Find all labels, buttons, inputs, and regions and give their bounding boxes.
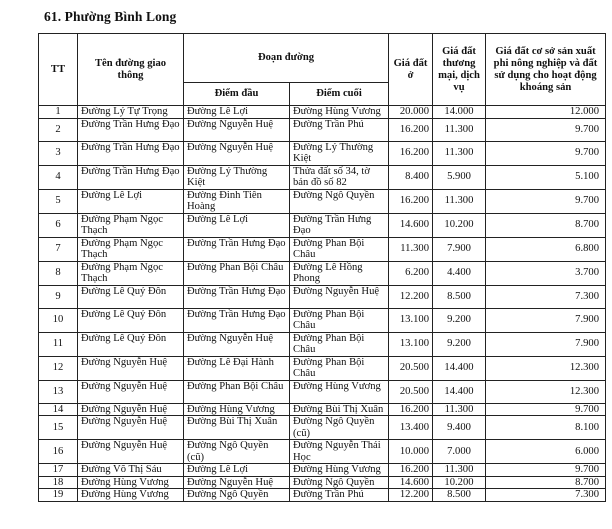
commercial-price-cell: 8.500 <box>433 285 486 308</box>
start-point-cell: Đường Phan Bội Châu <box>184 261 290 285</box>
end-point-cell: Đường Ngô Quyền (cũ) <box>290 416 389 440</box>
nonagri-price-cell: 7.900 <box>486 308 606 332</box>
table-row <box>39 476 606 489</box>
table-row <box>39 165 606 189</box>
start-point-cell: Đường Nguyễn Huệ <box>184 118 290 141</box>
end-point-cell: Đường Hùng Vương <box>290 464 389 477</box>
end-point-cell: Đường Phan Bội Châu <box>290 237 389 261</box>
residential-price-cell: 16.200 <box>389 403 433 416</box>
residential-price-cell: 16.200 <box>389 189 433 213</box>
street-name-cell: Đường Nguyễn Huệ <box>78 380 184 403</box>
commercial-price-cell: 14.400 <box>433 356 486 380</box>
end-point-cell: Đường Ngô Quyền <box>290 476 389 489</box>
street-name-cell: Đường Phạm Ngọc Thạch <box>78 237 184 261</box>
table-row <box>39 356 606 380</box>
end-point-cell: Đường Phan Bội Châu <box>290 332 389 356</box>
start-point-cell: Đường Nguyễn Huệ <box>184 141 290 165</box>
residential-price-cell: 14.600 <box>389 213 433 237</box>
start-point-cell: Đường Đinh Tiên Hoàng <box>184 189 290 213</box>
nonagri-price-cell: 7.900 <box>486 332 606 356</box>
street-name-cell: Đường Võ Thị Sáu <box>78 464 184 477</box>
end-point-cell: Đường Bùi Thị Xuân <box>290 403 389 416</box>
start-point-cell: Đường Trần Hưng Đạo <box>184 237 290 261</box>
table-row <box>39 261 606 285</box>
table-row <box>39 489 606 502</box>
end-point-cell: Đường Trần Phú <box>290 118 389 141</box>
residential-price-cell: 11.300 <box>389 237 433 261</box>
nonagri-price-cell: 12.000 <box>486 106 606 119</box>
row-number: 14 <box>39 403 78 416</box>
start-point-cell: Đường Ngô Quyền (cũ) <box>184 440 290 464</box>
row-number: 19 <box>39 489 78 502</box>
row-number: 3 <box>39 141 78 165</box>
nonagri-price-cell: 9.700 <box>486 189 606 213</box>
residential-price-cell: 16.200 <box>389 464 433 477</box>
street-name-cell: Đường Nguyễn Huệ <box>78 416 184 440</box>
street-name-cell: Đường Lý Tự Trọng <box>78 106 184 119</box>
nonagri-price-cell: 6.000 <box>486 440 606 464</box>
residential-price-cell: 10.000 <box>389 440 433 464</box>
row-number: 11 <box>39 332 78 356</box>
commercial-price-cell: 11.300 <box>433 464 486 477</box>
nonagri-price-cell: 6.800 <box>486 237 606 261</box>
street-name-cell: Đường Phạm Ngọc Thạch <box>78 261 184 285</box>
residential-price-cell: 13.100 <box>389 332 433 356</box>
table-row <box>39 189 606 213</box>
row-number: 2 <box>39 118 78 141</box>
header-street-name: Tên đường giao thông <box>78 34 184 106</box>
row-number: 10 <box>39 308 78 332</box>
start-point-cell: Đường Hùng Vương <box>184 403 290 416</box>
end-point-cell: Đường Trần Phú <box>290 489 389 502</box>
start-point-cell: Đường Lý Thường Kiệt <box>184 165 290 189</box>
street-name-cell: Đường Hùng Vương <box>78 489 184 502</box>
header-start-point: Điểm đầu <box>184 83 290 106</box>
table-row <box>39 237 606 261</box>
street-name-cell: Đường Trần Hưng Đạo <box>78 141 184 165</box>
row-number: 17 <box>39 464 78 477</box>
residential-price-cell: 12.200 <box>389 285 433 308</box>
residential-price-cell: 20.500 <box>389 380 433 403</box>
table-row <box>39 416 606 440</box>
nonagri-price-cell: 7.300 <box>486 489 606 502</box>
table-row <box>39 403 606 416</box>
row-number: 16 <box>39 440 78 464</box>
end-point-cell: Đường Lê Hồng Phong <box>290 261 389 285</box>
end-point-cell: Đường Ngô Quyền <box>290 189 389 213</box>
row-number: 12 <box>39 356 78 380</box>
street-name-cell: Đường Lê Quý Đôn <box>78 332 184 356</box>
commercial-price-cell: 11.300 <box>433 118 486 141</box>
nonagri-price-cell: 9.700 <box>486 464 606 477</box>
commercial-price-cell: 10.200 <box>433 213 486 237</box>
commercial-price-cell: 4.400 <box>433 261 486 285</box>
residential-price-cell: 16.200 <box>389 118 433 141</box>
street-name-cell: Đường Nguyễn Huệ <box>78 403 184 416</box>
section-heading: 61. Phường Bình Long <box>44 9 177 24</box>
end-point-cell: Đường Phan Bội Châu <box>290 308 389 332</box>
table-row <box>39 213 606 237</box>
nonagri-price-cell: 9.700 <box>486 141 606 165</box>
row-number: 9 <box>39 285 78 308</box>
commercial-price-cell: 11.300 <box>433 403 486 416</box>
residential-price-cell: 13.100 <box>389 308 433 332</box>
residential-price-cell: 8.400 <box>389 165 433 189</box>
row-number: 1 <box>39 106 78 119</box>
header-commercial-price: Giá đất thương mại, dịch vụ <box>433 34 486 106</box>
table-row <box>39 106 606 119</box>
table-row <box>39 308 606 332</box>
end-point-cell: Đường Hùng Vương <box>290 106 389 119</box>
row-number: 8 <box>39 261 78 285</box>
nonagri-price-cell: 12.300 <box>486 356 606 380</box>
start-point-cell: Đường Trần Hưng Đạo <box>184 285 290 308</box>
residential-price-cell: 16.200 <box>389 141 433 165</box>
header-nonagri-price: Giá đất cơ sở sản xuất phi nông nghiệp và đất sử dụng cho hoạt động khoáng sản <box>486 34 606 106</box>
start-point-cell: Đường Lê Lợi <box>184 464 290 477</box>
table-row <box>39 380 606 403</box>
row-number: 4 <box>39 165 78 189</box>
start-point-cell: Đường Phan Bội Châu <box>184 380 290 403</box>
nonagri-price-cell: 9.700 <box>486 118 606 141</box>
row-number: 7 <box>39 237 78 261</box>
commercial-price-cell: 5.900 <box>433 165 486 189</box>
row-number: 13 <box>39 380 78 403</box>
residential-price-cell: 14.600 <box>389 476 433 489</box>
residential-price-cell: 13.400 <box>389 416 433 440</box>
end-point-cell: Đường Nguyễn Huệ <box>290 285 389 308</box>
residential-price-cell: 20.000 <box>389 106 433 119</box>
end-point-cell: Thửa đất số 34, tờ bản đồ số 82 <box>290 165 389 189</box>
nonagri-price-cell: 8.700 <box>486 213 606 237</box>
end-point-cell: Đường Phan Bội Châu <box>290 356 389 380</box>
commercial-price-cell: 14.000 <box>433 106 486 119</box>
table-row <box>39 141 606 165</box>
nonagri-price-cell: 3.700 <box>486 261 606 285</box>
table-row <box>39 440 606 464</box>
table-row <box>39 332 606 356</box>
nonagri-price-cell: 8.700 <box>486 476 606 489</box>
commercial-price-cell: 10.200 <box>433 476 486 489</box>
nonagri-price-cell: 8.100 <box>486 416 606 440</box>
header-residential-price: Giá đất ở <box>389 34 433 106</box>
start-point-cell: Đường Lê Lợi <box>184 106 290 119</box>
start-point-cell: Đường Trần Hưng Đạo <box>184 308 290 332</box>
land-price-table <box>38 33 606 502</box>
commercial-price-cell: 9.200 <box>433 332 486 356</box>
start-point-cell: Đường Nguyễn Huệ <box>184 332 290 356</box>
commercial-price-cell: 7.000 <box>433 440 486 464</box>
street-name-cell: Đường Nguyễn Huệ <box>78 440 184 464</box>
start-point-cell: Đường Bùi Thị Xuân <box>184 416 290 440</box>
commercial-price-cell: 11.300 <box>433 141 486 165</box>
commercial-price-cell: 7.900 <box>433 237 486 261</box>
row-number: 5 <box>39 189 78 213</box>
commercial-price-cell: 8.500 <box>433 489 486 502</box>
street-name-cell: Đường Trần Hưng Đạo <box>78 165 184 189</box>
header-tt: TT <box>39 34 78 106</box>
row-number: 15 <box>39 416 78 440</box>
nonagri-price-cell: 7.300 <box>486 285 606 308</box>
start-point-cell: Đường Lê Lợi <box>184 213 290 237</box>
nonagri-price-cell: 12.300 <box>486 380 606 403</box>
start-point-cell: Đường Lê Đại Hành <box>184 356 290 380</box>
table-row <box>39 285 606 308</box>
street-name-cell: Đường Hùng Vương <box>78 476 184 489</box>
header-end-point: Điểm cuối <box>290 83 389 106</box>
end-point-cell: Đường Nguyễn Thái Học <box>290 440 389 464</box>
street-name-cell: Đường Nguyễn Huệ <box>78 356 184 380</box>
table-row <box>39 464 606 477</box>
nonagri-price-cell: 9.700 <box>486 403 606 416</box>
row-number: 6 <box>39 213 78 237</box>
residential-price-cell: 12.200 <box>389 489 433 502</box>
street-name-cell: Đường Trần Hưng Đạo <box>78 118 184 141</box>
commercial-price-cell: 14.400 <box>433 380 486 403</box>
start-point-cell: Đường Nguyễn Huệ <box>184 476 290 489</box>
residential-price-cell: 6.200 <box>389 261 433 285</box>
street-name-cell: Đường Lê Quý Đôn <box>78 285 184 308</box>
residential-price-cell: 20.500 <box>389 356 433 380</box>
nonagri-price-cell: 5.100 <box>486 165 606 189</box>
start-point-cell: Đường Ngô Quyền <box>184 489 290 502</box>
street-name-cell: Đường Phạm Ngọc Thạch <box>78 213 184 237</box>
commercial-price-cell: 9.200 <box>433 308 486 332</box>
end-point-cell: Đường Lý Thường Kiệt <box>290 141 389 165</box>
header-road-segment: Đoạn đường <box>184 34 389 83</box>
commercial-price-cell: 11.300 <box>433 189 486 213</box>
row-number: 18 <box>39 476 78 489</box>
end-point-cell: Đường Hùng Vương <box>290 380 389 403</box>
table-row <box>39 118 606 141</box>
street-name-cell: Đường Lê Quý Đôn <box>78 308 184 332</box>
end-point-cell: Đường Trần Hưng Đạo <box>290 213 389 237</box>
street-name-cell: Đường Lê Lợi <box>78 189 184 213</box>
commercial-price-cell: 9.400 <box>433 416 486 440</box>
